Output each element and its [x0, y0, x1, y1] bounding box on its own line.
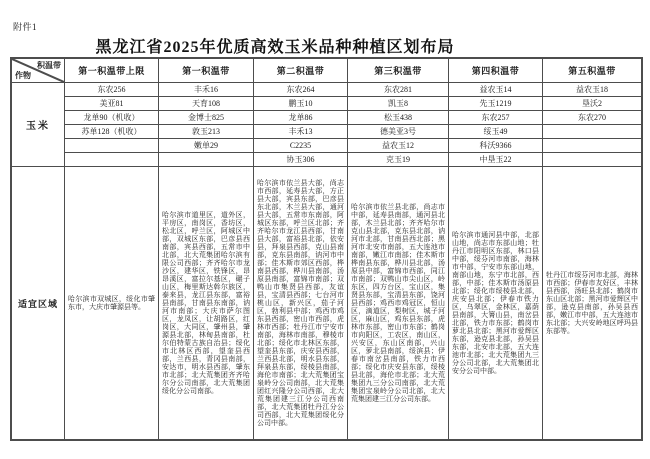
variety-cell: 绥玉49 [449, 125, 542, 138]
variety-cell: 金博士825 [159, 111, 253, 124]
variety-cell: 龙单86 [254, 111, 347, 124]
variety-cell: 鹏玉10 [254, 97, 347, 110]
variety-cell: 协玉306 [254, 153, 347, 166]
column-header: 第三积温带 [348, 59, 448, 82]
variety-cell: 先玉1219 [449, 97, 542, 110]
column-header: 第四积温带 [449, 59, 542, 82]
variety-cell: 东农270 [543, 111, 641, 124]
region-cell [65, 167, 158, 439]
variety-cell [65, 153, 158, 166]
variety-cell: 东农256 [65, 83, 158, 96]
planting-zone-table [10, 57, 643, 441]
column-header: 第五积温带 [543, 59, 641, 82]
variety-cell: 苏单128（机收） [65, 125, 158, 138]
variety-cell: 垦沃2 [543, 97, 641, 110]
region-text: 哈尔滨市依兰县北部，尚志市中部，延寿县南部，通河县北部，木兰县北部；齐齐哈尔市克山县北部，克东县北部，讷河市北部，甘南县西北部；黑河市北安市南部，五大连池市南部，嫩江市南部；佳木斯市桦南县东部，桦川县北部，汤原县中部，富锦市西部，同江市南部；双鸭山市尖山区，岭东区，四方台区，宝山区，集贤县东部，宝清县东部，饶河县西部；鸡西市鸡冠区，恒山区，滴道区，梨树区，城子河区，麻山区，鸡东县东部，虎林市东部，密山市东部；鹤岗市向阳区，工农区，南山区，兴安区，东山区南部，兴山区，萝北县南部，绥滨县；伊春市南岔县南部，铁力市西部；绥化市庆安县东部，绥棱县北部，海伦市北部；北大荒集团九三分公司南部，北大荒集团宝泉岭分公司北部，北大荒集团建三江分公司东部。 [351, 203, 445, 403]
variety-cell: 丰禾13 [254, 125, 347, 138]
row-label-corn: 玉米 [12, 83, 64, 166]
variety-cell [65, 139, 158, 152]
variety-cell: 凯玉8 [348, 97, 448, 110]
region-text: 哈尔滨市道里区，道外区，平房区，南岗区，香坊区，松北区，呼兰区，阿城区中部，双城区东部，巴彦县西南部，宾县西部，五常市中北部，北大荒集团哈尔滨有限公司西部；齐齐哈尔市龙沙区，建华区，铁锋区，昂昂溪区，富拉尔基区，碾子山区，梅里斯达斡尔族区，泰来县，龙江县东部，富裕县南部，甘南县东南部，讷河市南部；大庆市萨尔图区，龙凤区，让胡路区，红岗区，大同区，肇州县，肇源县北部，林甸县南部，杜尔伯特蒙古族自治县；绥化市北林区西部，望奎县西部，兰西县，青冈县南部，安达市，明水县西部，肇东市北部；北大荒集团齐齐哈尔分公司南部，北大荒集团绥化分公司南部。 [162, 211, 250, 395]
column-header: 第一积温带上限 [65, 59, 158, 82]
variety-cell: 益农玉14 [449, 83, 542, 96]
column-header: 第一积温带 [159, 59, 253, 82]
column-header: 第二积温带 [254, 59, 347, 82]
variety-cell: 益农玉18 [543, 83, 641, 96]
variety-cell: 天育108 [159, 97, 253, 110]
page-title: 黑龙江省2025年优质高效玉米品种种植区划布局 [95, 39, 455, 56]
variety-cell: 德美亚3号 [348, 125, 448, 138]
corner-cell [12, 59, 64, 82]
region-cell [159, 167, 253, 439]
corner-label-zone: 积温带 [37, 61, 61, 70]
variety-cell: 东农281 [348, 83, 448, 96]
variety-cell: 东农257 [449, 111, 542, 124]
region-cell [254, 167, 347, 439]
variety-cell: 美亚81 [65, 97, 158, 110]
region-text: 哈尔滨市双城区，绥化市肇东市，大庆市肇源县等。 [68, 295, 155, 311]
row-label-suitable-region: 适宜区域 [12, 167, 64, 439]
variety-cell [543, 153, 641, 166]
variety-cell [159, 153, 253, 166]
region-cell [449, 167, 542, 439]
variety-cell: 丰禾16 [159, 83, 253, 96]
variety-cell: 中垦玉22 [449, 153, 542, 166]
variety-cell: 克玉19 [348, 153, 448, 166]
variety-cell: 益农玉12 [348, 139, 448, 152]
region-text: 哈尔滨市通河县中部，北部山地，尚志市东部山地；牡丹江市阳明区东部，林口县中部，绥芬河市南部，海林市中部，宁安市东部山地，南部山地，东宁市北部，西部，中部；佳木斯市汤原县北部；绥化市绥棱县北部，庆安县北部；伊春市铁力区，乌翠区，金林区，嘉荫县南部，大箐山县，南岔县北部，铁力市东部；鹤岗市萝北县北部；黑河市爱辉区东部，逊克县北部，孙吴县东部，北安市北部，五大连池市北部；北大荒集团九三分公司北部，北大荒集团北安分公司中部。 [452, 231, 539, 375]
variety-cell [543, 139, 641, 152]
variety-cell: C2235 [254, 139, 347, 152]
corner-label-crop: 作物 [15, 71, 31, 80]
region-text: 牡丹江市绥芬河市北部，海林市西部；伊春市友好区，丰林县西部，汤旺县北部；鹤岗市东山区北部；黑河市爱辉区中部，逊克县南部，孙吴县西部，嫩江市中部，五大连池市东北部；大兴安岭地区呼玛县东部等。 [546, 271, 638, 335]
region-text: 哈尔滨市依兰县大部，尚志市西部，延寿县大部，方正县大部，宾县东部，巴彦县东北部，木兰县大部，通河县大部，五常市东南部，阿城区东部，呼兰区北部；齐齐哈尔市龙江县西部，甘南县大部，富裕县北部，依安县，拜泉县西部，克山县南部，克东县南部，讷河市中部；佳木斯市郊区西部，桦南县西部，桦川县南部，汤原县南部，富锦市南部；双鸭山市集贤县西部，友谊县，宝清县西部；七台河市桃山区，新兴区，茄子河区，勃利县中部；鸡西市鸡东县西部，密山市西部，虎林市西部；牡丹江市宁安市南部，海林市南部，穆棱市北部；绥化市北林区东部，望奎县东部，庆安县西部，兰西县北部，明水县东部，拜泉县东部，绥棱县南部，海伦市南部；北大荒集团宝泉岭分公司南部，北大荒集团红兴隆分公司西部，北大荒集团建三江分公司西南部，北大荒集团牡丹江分公司西部，北大荒集团绥化分公司中部。 [257, 179, 344, 427]
variety-cell: 嫩单29 [159, 139, 253, 152]
region-cell [348, 167, 448, 439]
variety-cell: 敦玉213 [159, 125, 253, 138]
variety-cell: 龙单90（机收） [65, 111, 158, 124]
region-cell [543, 167, 641, 439]
variety-cell: 科沃9366 [449, 139, 542, 152]
variety-cell: 松玉438 [348, 111, 448, 124]
variety-cell [543, 125, 641, 138]
variety-cell: 东农264 [254, 83, 347, 96]
attachment-label: 附件1 [13, 22, 38, 32]
